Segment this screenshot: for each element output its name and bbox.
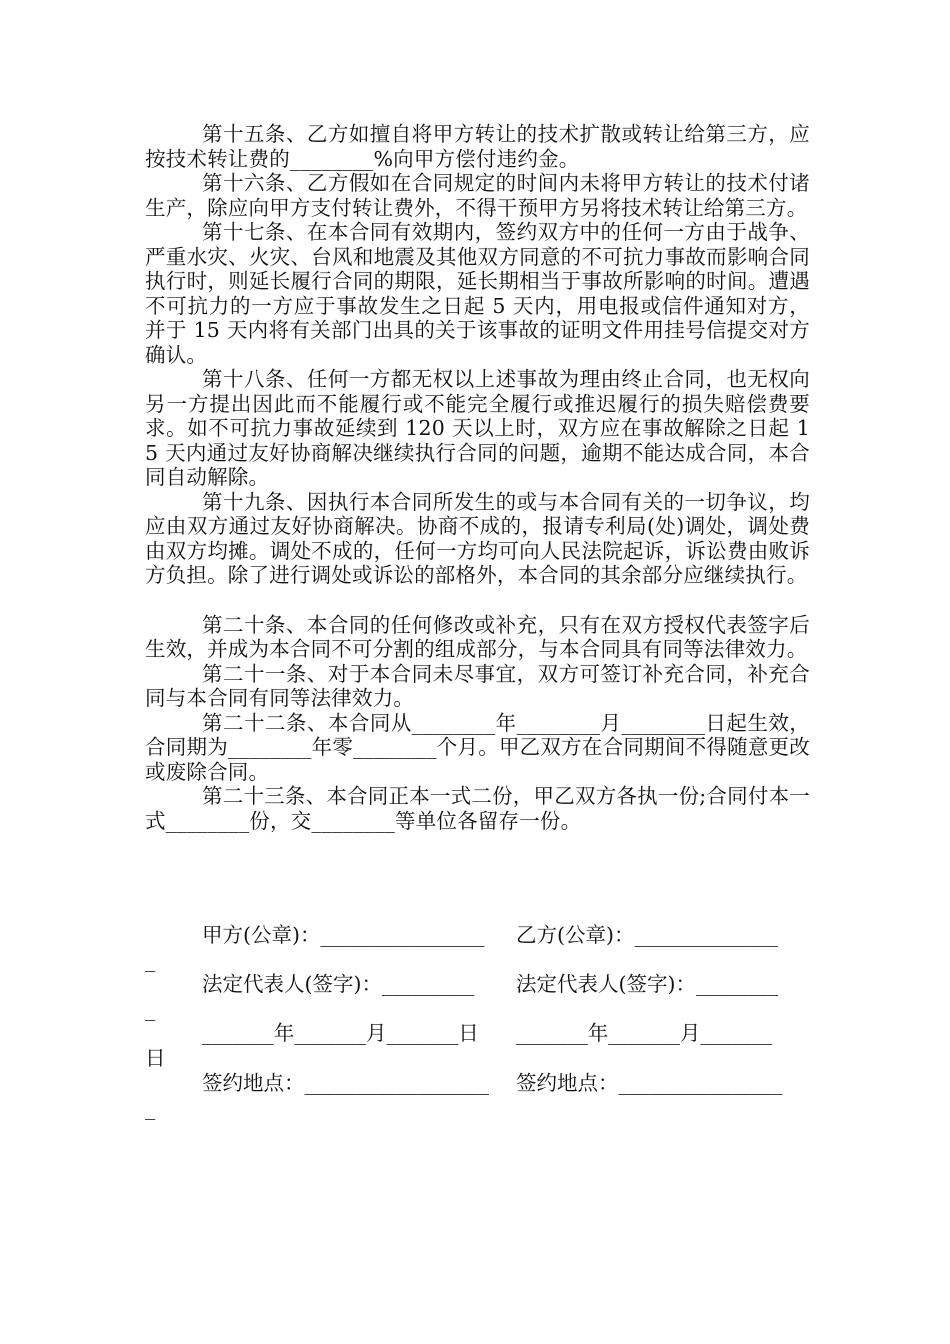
article-21: 第二十一条、对于本合同未尽事宜，双方可签订补充合同，补充合同与本合同有同等法律效力。 xyxy=(145,661,810,710)
article-17: 第十七条、在本合同有效期内，签约双方中的任何一方由于战争、严重水灾、火灾、台风和地震及其他双方同意的不可抗力事故而影响合同执行时，则延长履行合同的期限，延长期相当于事故所影响的时间。遭遇不可抗力的一方应于事故发生之日起 5 天内，用电报或信件通知对方，并于 15 天内将有关部门出具的关于该事故的证明文件用挂号信提交对方确认。 xyxy=(145,220,810,367)
paragraph-gap xyxy=(145,588,810,613)
party-b-representative: 法定代表人(签字)：________ xyxy=(516,972,778,996)
place-row xyxy=(145,1071,810,1120)
party-a-date: _______年_______月_______日 xyxy=(202,1021,479,1045)
article-20: 第二十条、本合同的任何修改或补充，只有在双方授权代表签字后生效，并成为本合同不可分割的组成部分，与本合同具有同等法律效力。 xyxy=(145,612,810,661)
article-18: 第十八条、任何一方都无权以上述事故为理由终止合同，也无权向另一方提出因此而不能履行或不能完全履行或推迟履行的损失赔偿费要求。如不可抗力事故延续到 120 天以上时，双方应在事故解除之日起 15 天内通过友好协商解决继续执行合同的问题，逾期不能达成合同，本合同自动解除。 xyxy=(145,367,810,489)
contract-body xyxy=(145,122,810,833)
date-row-tail: 日 xyxy=(145,1045,166,1070)
party-a-seal: 甲方(公章)：________________ xyxy=(202,923,485,947)
seal-row-tail: _ xyxy=(145,947,156,972)
article-19: 第十九条、因执行本合同所发生的或与本合同有关的一切争议，均应由双方通过友好协商解决。协商不成的，报请专利局(处)调处，调处费由双方均摊。调处不成的，任何一方均可向人民法院起诉，诉讼费由败诉方负担。除了进行调处或诉讼的部格外，本合同的其余部分应继续执行。 xyxy=(145,489,810,587)
representative-row xyxy=(145,972,810,1021)
article-16: 第十六条、乙方假如在合同规定的时间内未将甲方转让的技术付诸生产，除应向甲方支付转让费外，不得干预甲方另将技术转让给第三方。 xyxy=(145,171,810,220)
place-row-tail: _ xyxy=(145,1095,156,1120)
representative-row-tail: _ xyxy=(145,996,156,1021)
party-a-place: 签约地点：__________________ xyxy=(202,1071,489,1095)
party-a-representative: 法定代表人(签字)：_________ xyxy=(202,972,475,996)
article-15: 第十五条、乙方如擅自将甲方转让的技术扩散或转让给第三方，应按技术转让费的________%向甲方偿付违约金。 xyxy=(145,122,810,171)
party-b-place: 签约地点：________________ xyxy=(516,1071,783,1095)
seal-row xyxy=(145,923,810,972)
party-b-seal: 乙方(公章)：______________ xyxy=(516,923,778,947)
article-23: 第二十三条、本合同正本一式二份，甲乙双方各执一份;合同付本一式________份，交________等单位各留存一份。 xyxy=(145,784,810,833)
party-b-date: _______年_______月_______ xyxy=(516,1021,773,1045)
date-row xyxy=(145,1021,810,1070)
article-22: 第二十二条、本合同从________年________月________日起生效，合同期为________年零________个月。甲乙双方在合同期间不得随意更改或废除合同。 xyxy=(145,710,810,784)
